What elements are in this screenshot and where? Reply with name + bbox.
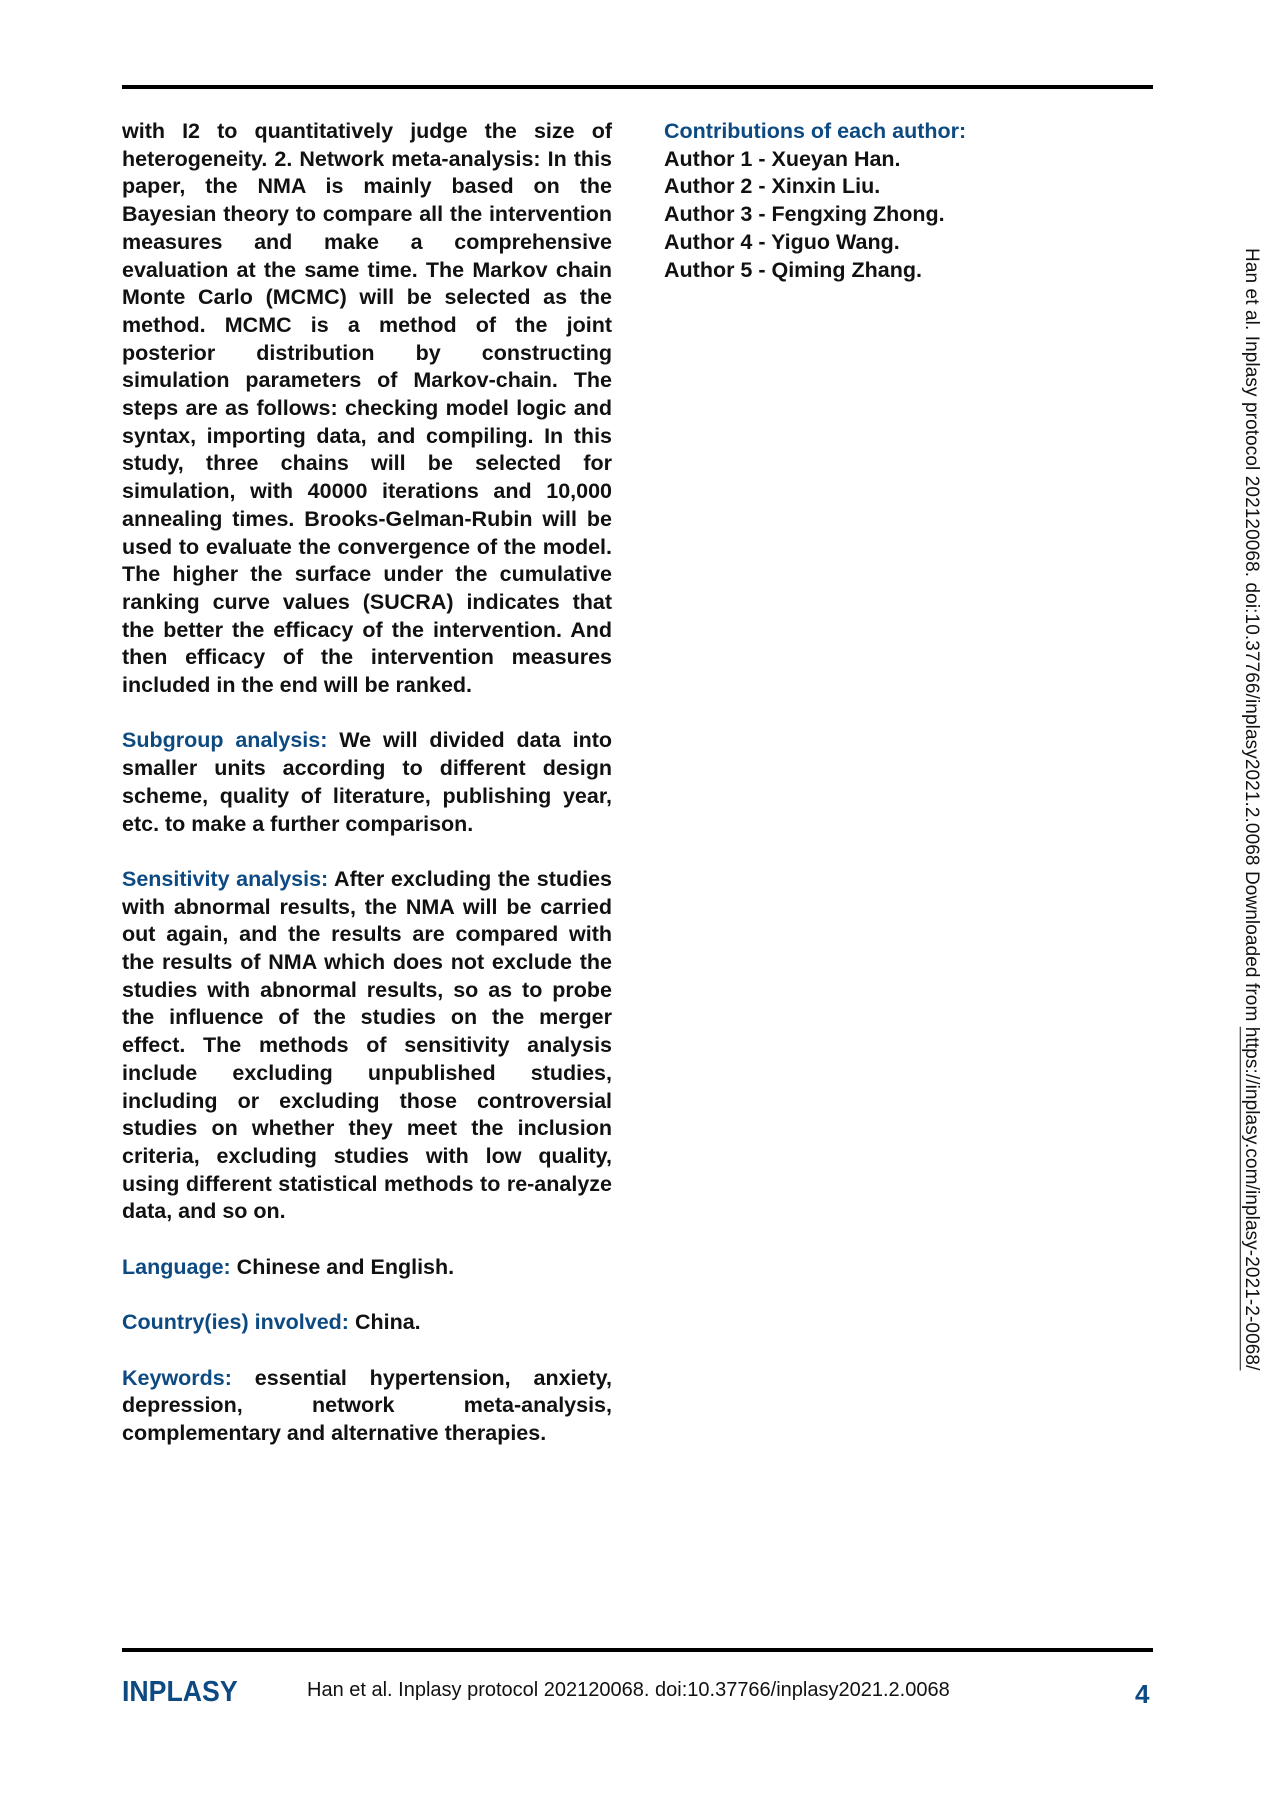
author-item: Author 1 - Xueyan Han. xyxy=(664,146,901,171)
download-link[interactable]: https://inplasy.com/inplasy-2021-2-0068/ xyxy=(1241,1026,1262,1371)
language-text: Chinese and English. xyxy=(230,1254,455,1279)
footer-citation: Han et al. Inplasy protocol 202120068. doi:10.37766/inplasy2021.2.0068 xyxy=(307,1679,950,1701)
subgroup-analysis-text: We will divided data into smaller units according to different design scheme, quality of literature, publishing year, etc. to make a further comparison. xyxy=(122,728,612,836)
contributions-heading: Contributions of each author: xyxy=(664,119,967,143)
subgroup-analysis-paragraph xyxy=(122,727,612,838)
inplasy-logo: INPLASY xyxy=(122,1676,238,1708)
sensitivity-analysis-paragraph xyxy=(122,866,612,1226)
language-label: Language: xyxy=(122,1254,231,1279)
keywords-label: Keywords: xyxy=(122,1365,232,1390)
author-item: Author 2 - Xinxin Liu. xyxy=(664,174,881,199)
methods-continuation-paragraph: with I2 to quantitatively judge the size of heterogeneity. 2. Network meta-analysis: In this paper, the NMA is mainly based on the Bayesian theory to compare all the intervention measures and make a comprehensive evaluation at the same time. The Markov chain Monte Carlo (MCMC) will be selected as the method. MCMC is a method of the joint posterior distribution by constructing simulation parameters of Markov-chain. The steps are as follows: checking model logic and syntax, importing data, and compiling. In this study, three chains will be selected for simulation, with 40000 iterations and 10,000 annealing times. Brooks-Gelman-Rubin will be used to evaluate the convergence of the model. The higher the surface under the cumulative ranking curve values (SUCRA) indicates that the better the efficacy of the intervention. And then efficacy of the intervention measures included in the end will be ranked. xyxy=(122,119,612,698)
page-number: 4 xyxy=(1135,1679,1150,1709)
keywords-text: essential hypertension, anxiety, depression, network meta-analysis, complementary and alternative therapies. xyxy=(122,1365,612,1445)
footer-rule xyxy=(122,1648,1153,1652)
left-column xyxy=(122,118,612,1448)
side-download-note xyxy=(1240,248,1262,1370)
header-rule xyxy=(122,85,1153,89)
sensitivity-analysis-label: Sensitivity analysis: xyxy=(122,866,329,891)
author-item: Author 3 - Fengxing Zhong. xyxy=(664,202,945,227)
country-paragraph xyxy=(122,1309,612,1337)
author-item: Author 4 - Yiguo Wang. xyxy=(664,229,900,254)
right-column xyxy=(664,118,1044,284)
language-paragraph xyxy=(122,1254,612,1282)
subgroup-analysis-label: Subgroup analysis: xyxy=(122,728,328,753)
keywords-paragraph xyxy=(122,1365,612,1448)
sensitivity-analysis-text: After excluding the studies with abnormal results, the NMA will be carried out again, and the results are compared with the results of NMA which does not exclude the studies with abnormal results, so as to probe the influence of the studies on the merger effect. The methods of sensitivity analysis include excluding unpublished studies, including or excluding those controversial studies on whether they meet the inclusion criteria, excluding studies with low quality, using different statistical methods to re-analyze data, and so on. xyxy=(122,866,613,1224)
side-note-text: Han et al. Inplasy protocol 202120068. doi:10.37766/inplasy2021.2.0068 Downloaded from xyxy=(1241,248,1262,1027)
author-item: Author 5 - Qiming Zhang. xyxy=(664,257,922,282)
country-text: China. xyxy=(348,1310,421,1335)
country-label: Country(ies) involved: xyxy=(122,1310,349,1335)
